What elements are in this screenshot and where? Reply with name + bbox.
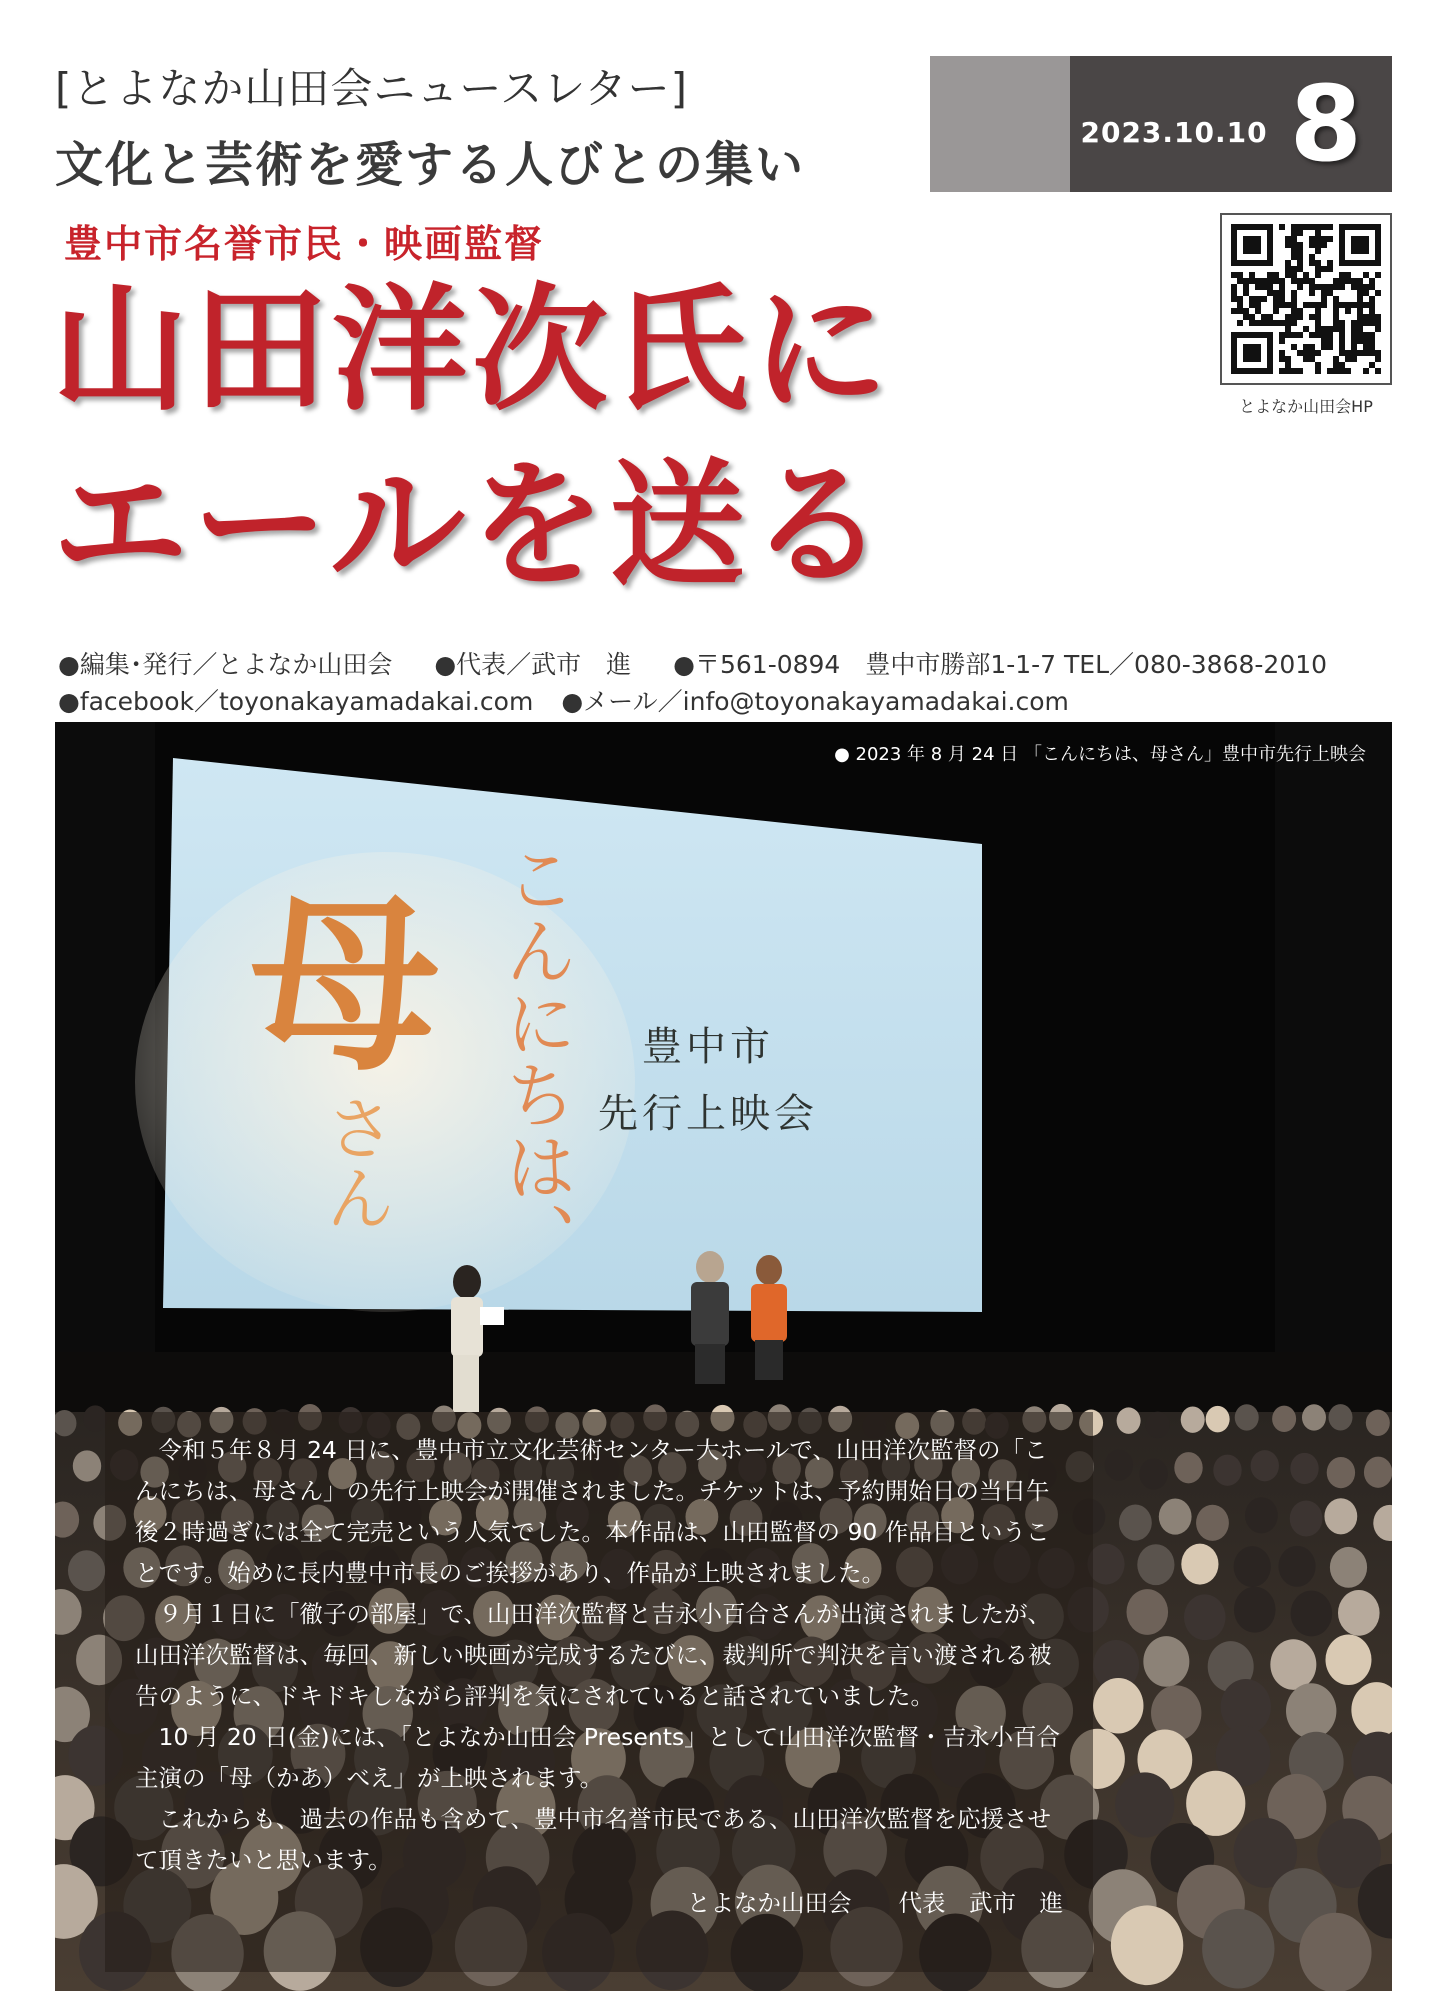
audience-head bbox=[1286, 1683, 1336, 1738]
audience-head bbox=[1115, 1772, 1174, 1837]
article-body bbox=[105, 1412, 1093, 1972]
audience-head bbox=[1117, 1407, 1141, 1433]
audience-head bbox=[1119, 1505, 1152, 1541]
audience-head bbox=[1181, 1544, 1218, 1585]
event-photo bbox=[55, 722, 1392, 1991]
issue-date: 2023.10.10 bbox=[1080, 115, 1268, 149]
audience-head bbox=[1299, 1913, 1371, 1991]
audience-head bbox=[1290, 1500, 1323, 1536]
audience-head bbox=[1111, 1905, 1183, 1985]
newsletter-series-label: [とよなか山田会ニュースレター] bbox=[55, 64, 688, 113]
audience-head bbox=[1302, 1404, 1326, 1430]
screen-title-kana-2: さん bbox=[314, 1092, 396, 1232]
audience-head bbox=[1196, 1505, 1229, 1541]
audience-head bbox=[1181, 1406, 1205, 1432]
audience-head bbox=[1146, 1412, 1170, 1438]
audience-head bbox=[1137, 1544, 1174, 1585]
audience-head bbox=[1324, 1498, 1357, 1534]
audience-head bbox=[1184, 1594, 1226, 1640]
article-paragraph-1: 令和５年８月 24 日に、豊中市立文化芸術センター大ホールで、山田洋次監督の「こんにちは、母さん」の先行上映会が開催されました。チケットは、予約開始日の当日午後２時過ぎには全て完売という人気でした。本作品は、山田監督の 90 作品目ということです。始めに長内豊中市長のご挨拶があり、作品が上映されました。 bbox=[135, 1436, 1050, 1587]
audience-head bbox=[68, 1550, 105, 1591]
publisher-info-row-2 bbox=[58, 682, 1069, 718]
audience-head bbox=[83, 1405, 107, 1431]
qr-code-graphic bbox=[1222, 215, 1390, 383]
audience-head bbox=[1213, 1455, 1241, 1486]
screen-event-line-1: 豊中市 bbox=[642, 1024, 774, 1070]
headline-line-2: エールを送る bbox=[52, 447, 890, 605]
headline-line-1: 山田洋次氏に bbox=[52, 272, 892, 430]
screen-title-kana-1: こんにちは、 bbox=[493, 842, 577, 1274]
audience-head bbox=[73, 1450, 101, 1481]
screen-title-kanji: 母 bbox=[249, 874, 441, 1097]
audience-head bbox=[1338, 1590, 1380, 1636]
audience-head bbox=[1245, 1497, 1278, 1533]
issue-banner-dark-block bbox=[1070, 56, 1392, 192]
issue-banner bbox=[930, 56, 1392, 192]
audience-head bbox=[1330, 1547, 1367, 1588]
issue-number: 8 bbox=[1289, 63, 1362, 185]
screen-event-line-2: 先行上映会 bbox=[598, 1091, 818, 1137]
email-link[interactable]: ●メール／info@toyonakayamadakai.com bbox=[561, 687, 1069, 716]
audience-head bbox=[1366, 1410, 1390, 1436]
audience-head bbox=[1206, 1406, 1230, 1432]
facebook-link[interactable]: ●facebook／toyonakayamadakai.com bbox=[58, 687, 534, 716]
editor-info: ●編集･発行／とよなか山田会 bbox=[58, 650, 393, 679]
audience-head bbox=[1272, 1406, 1296, 1432]
audience-head bbox=[1278, 1546, 1315, 1587]
audience-head bbox=[1126, 1589, 1168, 1635]
issue-banner-gray-block bbox=[930, 56, 1070, 192]
audience-head bbox=[1143, 1636, 1189, 1687]
audience-head bbox=[1139, 1458, 1167, 1489]
audience-head bbox=[1234, 1587, 1276, 1633]
article-signature: とよなか山田会 代表 武市 進 bbox=[687, 1889, 1063, 1917]
qr-caption: とよなか山田会HP bbox=[1239, 397, 1373, 416]
audience-head bbox=[1234, 1546, 1271, 1587]
director-on-stage bbox=[691, 1251, 729, 1384]
audience-head bbox=[1251, 1450, 1279, 1481]
audience-head bbox=[1291, 1591, 1333, 1637]
photo-caption: ● 2023 年 8 月 24 日 「こんにちは、母さん」豊中市先行上映会 bbox=[834, 744, 1366, 765]
audience-head bbox=[1174, 1452, 1202, 1483]
audience-head bbox=[1235, 1404, 1259, 1430]
audience-head bbox=[1329, 1404, 1353, 1430]
newsletter-tagline: 文化と芸術を愛する人びとの集い bbox=[55, 137, 806, 193]
article-paragraph-3: 10 月 20 日(金)には、「とよなか山田会 Presents」として山田洋次監督・吉永小百合主演の「母（かあ）べえ」が上映されます。 bbox=[135, 1723, 1061, 1792]
audience-head bbox=[1093, 1678, 1143, 1733]
publisher-info-row-1 bbox=[58, 645, 1327, 681]
audience-head bbox=[1327, 1457, 1355, 1488]
audience-head bbox=[1325, 1634, 1371, 1685]
qr-code[interactable] bbox=[1220, 213, 1392, 385]
subtitle: 豊中市名誉市民・映画監督 bbox=[64, 222, 545, 266]
address-info: ●〒561-0894 豊中市勝部1-1-7 TEL／080-3868-2010 bbox=[673, 650, 1328, 679]
article-paragraph-2: ９月１日に「徹子の部屋」で、山田洋次監督と吉永小百合さんが出演されましたが、山田洋次監督は、毎回、新しい映画が完成するたびに、裁判所で判決を言い渡される被告のように、ドキドキしながら評判を気にされていると話されていました。 bbox=[135, 1600, 1052, 1710]
audience-head bbox=[1105, 1450, 1133, 1481]
representative-info: ●代表／武市 進 bbox=[434, 650, 632, 679]
audience-head bbox=[1290, 1453, 1318, 1484]
audience-head bbox=[1202, 1909, 1274, 1989]
audience-head bbox=[1364, 1457, 1392, 1488]
audience-head bbox=[1270, 1639, 1316, 1690]
article-paragraph-4: これからも、過去の作品も含めて、豊中市名誉市民である、山田洋次監督を応援させて頂きたいと思います。 bbox=[135, 1805, 1052, 1874]
audience-head bbox=[1159, 1499, 1192, 1535]
